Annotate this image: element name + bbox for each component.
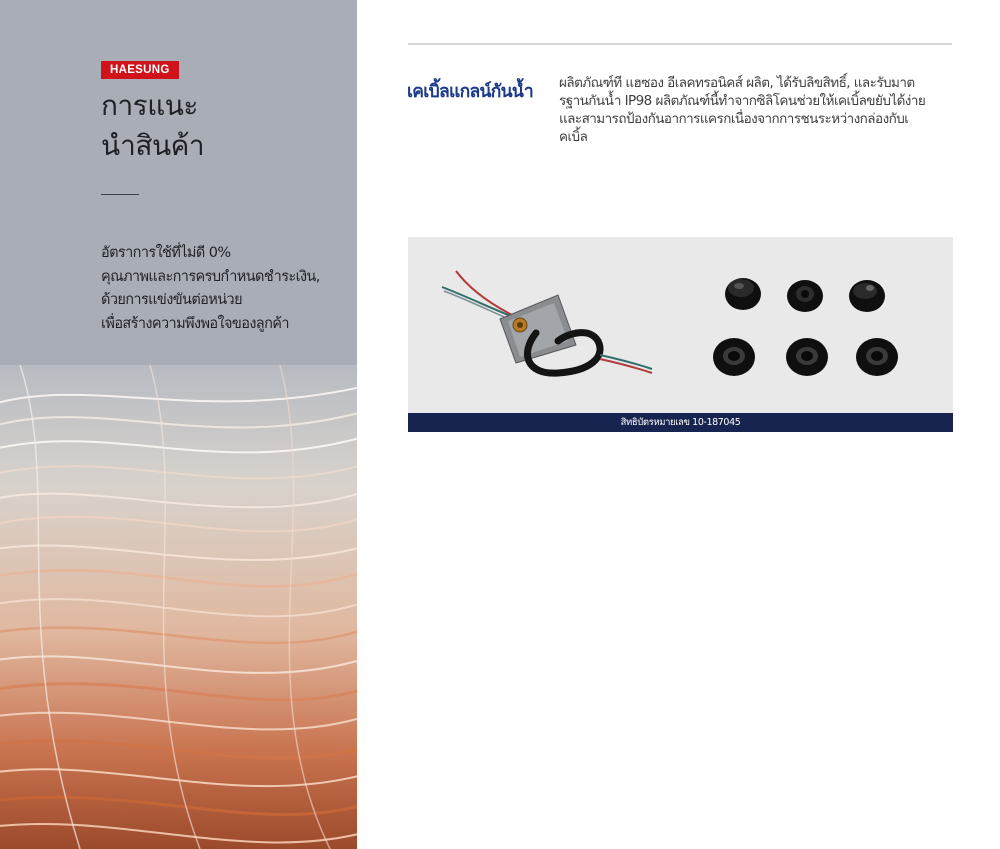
product-description-line: รฐานกันน้ำ IP98 ผลิตภัณฑ์นี้ทำจากซิลิโคนช่วยให้เคเบิ้ลขยับได้ง่าย [559,93,926,109]
grommet-set [713,278,898,376]
product-description [559,74,959,146]
panel-title-line: นำสินค้า [101,129,205,162]
product-title: เคเบิ้ลแกลน์กันน้ำ [407,82,534,102]
left-panel [0,0,357,849]
brand-badge: HAESUNG [101,61,179,79]
panel-description-line: อัตราการใช้ที่ไม่ดี 0% [101,245,231,261]
patent-caption: สิทธิบัตรหมายเลข 10-187045 [408,413,953,432]
panel-description-line: คุณภาพและการครบกำหนดชำระเงิน, [101,268,320,285]
panel-description-line: ด้วยการแข่งขันต่อหน่วย [101,292,242,308]
copper-wire-image [0,365,357,849]
cable-gland-illustration [442,271,652,373]
product-description-line: ผลิตภัณฑ์ที แฮซอง อีเลคทรอนิคส์ ผลิต, ได้รับลิขสิทธิ์, และรับมาต [559,75,915,91]
product-description-line: คเบิ้ล [559,129,588,145]
panel-description-line: เพื่อสร้างความพึงพอใจของลูกค้า [101,315,289,332]
panel-title [101,86,341,166]
panel-title-line: การแนะ [101,89,198,122]
title-divider [101,194,139,195]
panel-description [101,242,346,336]
product-description-line: และสามารถป้องกันอาการแครกเนื่องจากการชนระหว่างกล่องกับเ [559,111,909,127]
product-image [408,237,953,414]
top-divider [408,43,952,45]
